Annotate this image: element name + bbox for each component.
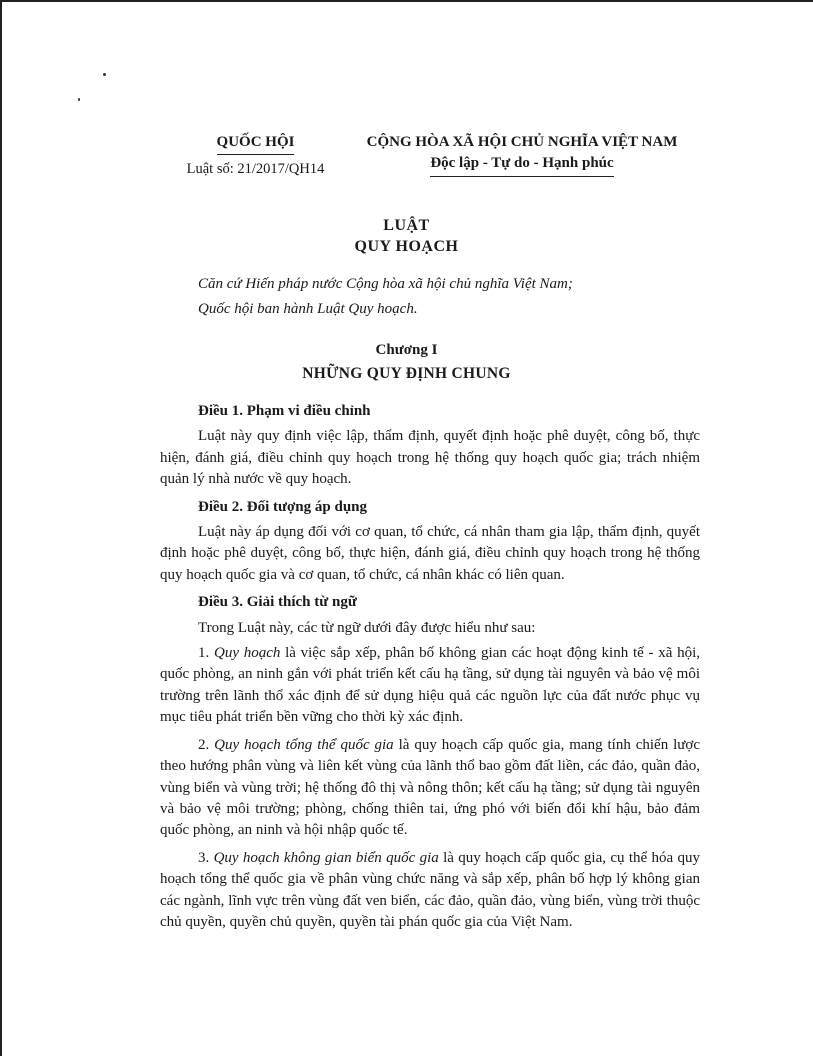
article-3-intro: Trong Luật này, các từ ngữ dưới đây được hiểu như sau: xyxy=(198,619,536,636)
page-edge-top xyxy=(0,0,813,2)
definition-text: là quy hoạch cấp quốc gia, mang tính chiến lược theo hướng phân vùng và liên kết vùng của lãnh thổ bao gồm đất liền, các đảo, quần đảo, vùng biển và vùng trời; hệ thống đô thị và nông thôn; kết cấu hạ tầng; sử dụng tài nguyên và bảo vệ môi trường; phòng, chống thiên tai, ứng phó với biến đổi khí hậu, bảo đảm quốc phòng, an ninh và hội nhập quốc tế. xyxy=(160,736,701,839)
issuing-organization: QUỐC HỘI xyxy=(217,131,295,155)
issuer-block xyxy=(168,131,343,180)
article-3-title: Điều 3. Giải thích từ ngữ xyxy=(198,594,357,611)
document-body xyxy=(160,398,700,939)
national-title-block xyxy=(362,131,682,177)
definition-number: 1. xyxy=(198,645,210,662)
chapter-number: Chương I xyxy=(375,342,438,358)
definition-text: là quy hoạch cấp quốc gia, cụ thể hóa quy hoạch tổng thể quốc gia về phân vùng chức năng và sắp xếp, phân bố hợp lý không gian các ngành, lĩnh vực trên vùng đất ven biển, các đảo, quần đảo, vùng biển, vùng trời thuộc chủ quyền, quyền chủ quyền, quyền tài phán quốc gia của Việt Nam. xyxy=(160,849,700,930)
preamble-line2: Quốc hội ban hành Luật Quy hoạch. xyxy=(198,301,418,317)
chapter-name: NHỮNG QUY ĐỊNH CHUNG xyxy=(302,365,511,382)
definition-number: 3. xyxy=(198,849,210,866)
definition-term: Quy hoạch xyxy=(213,645,281,662)
definition-term: Quy hoạch không gian biển quốc gia xyxy=(213,849,439,866)
law-title-line2: QUY HOẠCH xyxy=(354,238,459,255)
article-1-title: Điều 1. Phạm vi điều chỉnh xyxy=(198,403,371,419)
definition-text: là việc sắp xếp, phân bố không gian các hoạt động kinh tế - xã hội, quốc phòng, an ninh gắn với phát triển kết cấu hạ tầng, sử dụng tài nguyên và bảo vệ môi trường trên lãnh thổ xác định để sử dụng hiệu quả các nguồn lực của đất nước phục vụ mục tiêu phát triển bền vững cho thời kỳ xác định. xyxy=(160,645,701,726)
chapter-heading xyxy=(0,340,813,388)
preamble-line1: Căn cứ Hiến pháp nước Cộng hòa xã hội chủ nghĩa Việt Nam; xyxy=(198,276,573,292)
scan-speck xyxy=(78,98,80,101)
preamble xyxy=(198,272,758,322)
definition-number: 2. xyxy=(198,736,210,753)
article-1-text: Luật này quy định việc lập, thẩm định, quyết định hoặc phê duyệt, công bố, thực hiện, đánh giá, điều chỉnh quy hoạch trong hệ thống quy hoạch quốc gia; trách nhiệm quản lý nhà nước về quy hoạch. xyxy=(160,428,700,488)
article-2-title: Điều 2. Đối tượng áp dụng xyxy=(198,498,368,515)
national-motto: Độc lập - Tự do - Hạnh phúc xyxy=(430,153,613,177)
national-title: CỘNG HÒA XÃ HỘI CHỦ NGHĨA VIỆT NAM xyxy=(366,134,678,150)
law-title-line1: LUẬT xyxy=(383,217,430,234)
document-header xyxy=(0,131,813,191)
scan-speck xyxy=(103,73,106,76)
definition-item xyxy=(160,735,700,842)
article-2-text: Luật này áp dụng đối với cơ quan, tổ chức, cá nhân tham gia lập, thẩm định, quyết định hoặc phê duyệt, công bố, thực hiện, đánh giá, điều chỉnh quy hoạch trong hệ thống quy hoạch quốc gia và cơ quan, tổ chức, cá nhân khác có liên quan. xyxy=(160,524,700,583)
law-number: Luật số: 21/2017/QH14 xyxy=(186,161,325,177)
definition-item xyxy=(160,643,700,729)
law-title-block xyxy=(0,215,813,257)
definition-term: Quy hoạch tổng thể quốc gia xyxy=(214,736,394,753)
definition-item xyxy=(160,848,700,934)
